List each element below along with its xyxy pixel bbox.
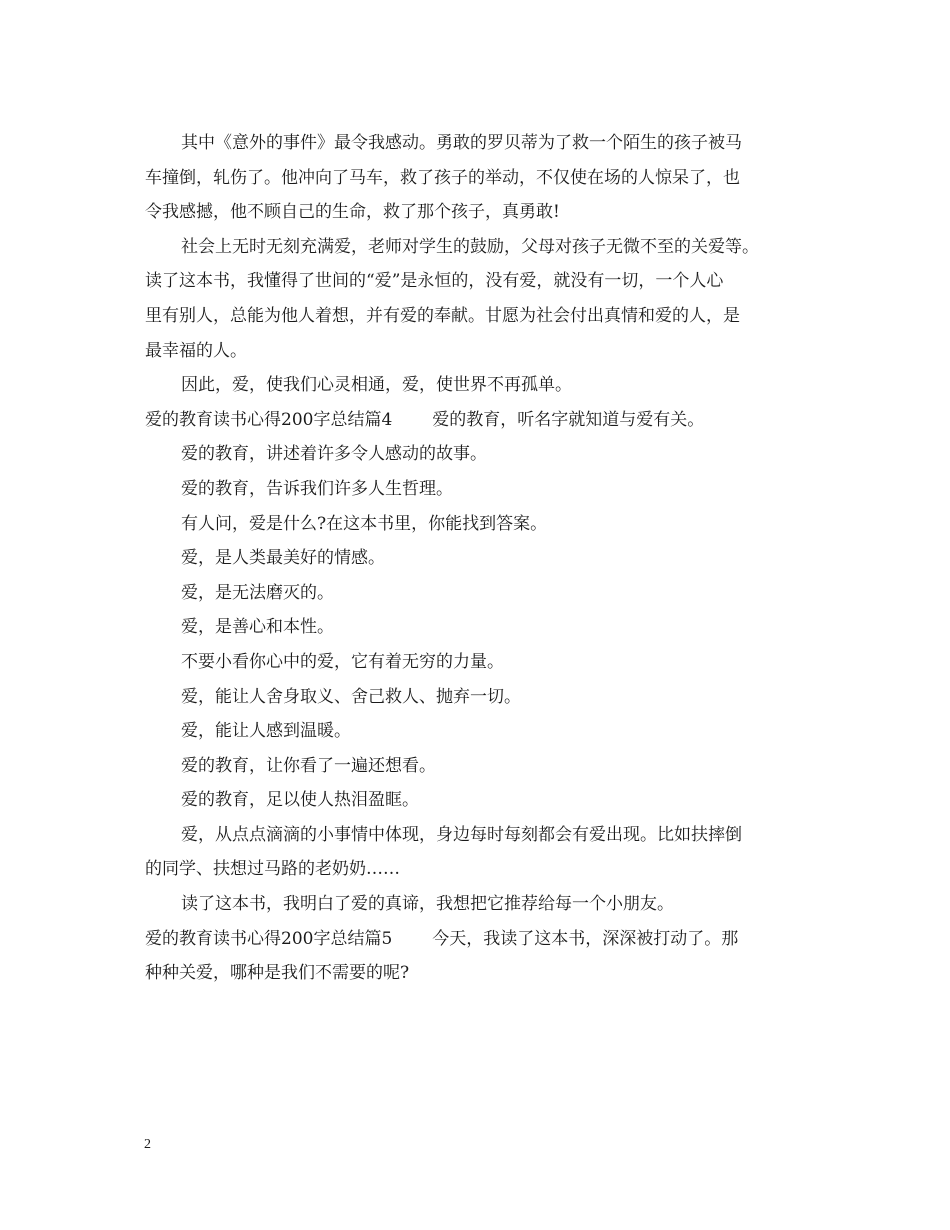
page-number: 2 <box>144 1137 151 1152</box>
paragraph-line: 爱的教育，足以使人热泪盈眶。 <box>181 790 419 811</box>
paragraph-line: 爱，是人类最美好的情感。 <box>181 548 385 569</box>
paragraph-line: 社会上无时无刻充满爱，老师对学生的鼓励，父母对孩子无微不至的关爱等。 <box>181 236 759 257</box>
paragraph-line: 爱，是无法磨灭的。 <box>181 582 334 603</box>
paragraph-line: 爱，能让人舍身取义、舍己救人、抛弃一切。 <box>181 686 521 707</box>
paragraph-line: 车撞倒，轧伤了。他冲向了马车，救了孩子的举动，不仅使在场的人惊呆了，也 <box>145 167 740 188</box>
section-heading-line: 爱的教育读书心得200字总结篇4 爱的教育，听名字就知道与爱有关。 <box>145 409 705 430</box>
paragraph-line: 爱的教育，告诉我们许多人生哲理。 <box>181 478 453 499</box>
paragraph-line: 爱，能让人感到温暖。 <box>181 721 351 742</box>
paragraph-line: 最幸福的人。 <box>145 340 247 361</box>
paragraph-line: 种种关爱，哪种是我们不需要的呢? <box>145 963 410 984</box>
section-heading: 爱的教育读书心得200字总结篇5 <box>145 928 393 949</box>
paragraph-line: 其中《意外的事件》最令我感动。勇敢的罗贝蒂为了救一个陌生的孩子被马 <box>181 133 742 153</box>
section-heading: 爱的教育读书心得200字总结篇4 <box>145 409 393 430</box>
paragraph-line: 读了这本书，我明白了爱的真谛，我想把它推荐给每一个小朋友。 <box>181 894 674 915</box>
paragraph-line: 不要小看你心中的爱，它有着无穷的力量。 <box>181 651 504 672</box>
paragraph-line: 爱的教育，让你看了一遍还想看。 <box>181 755 436 776</box>
paragraph-line: 的同学、扶想过马路的老奶奶…… <box>145 859 400 880</box>
paragraph-line: 有人问，爱是什么?在这本书里，你能找到答案。 <box>181 513 548 534</box>
paragraph-line: 爱，是善心和本性。 <box>181 617 334 638</box>
paragraph-line: 里有别人，总能为他人着想，并有爱的奉献。甘愿为社会付出真情和爱的人，是 <box>145 305 740 326</box>
paragraph-line: 令我感撼，他不顾自己的生命，救了那个孩子，真勇敢! <box>145 202 560 223</box>
body-text <box>145 126 810 991</box>
section-heading-line: 爱的教育读书心得200字总结篇5 今天，我读了这本书，深深被打动了。那 <box>145 928 739 949</box>
paragraph-line: 因此，爱，使我们心灵相通，爱，使世界不再孤单。 <box>181 375 572 396</box>
paragraph-line: 爱的教育，讲述着许多令人感动的故事。 <box>181 444 487 465</box>
paragraph-line: 爱，从点点滴滴的小事情中体现，身边每时每刻都会有爱出现。比如扶摔倒 <box>181 824 742 845</box>
paragraph-line: 读了这本书，我懂得了世间的“爱”是永恒的，没有爱，就没有一切，一个人心 <box>145 271 724 292</box>
